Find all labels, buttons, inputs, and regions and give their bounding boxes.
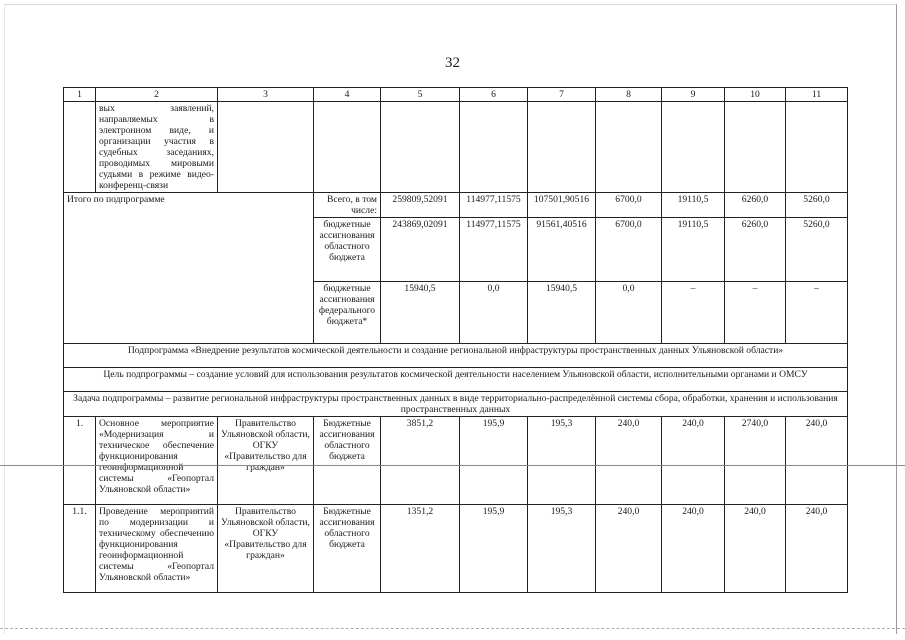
header-cell: 7 bbox=[528, 88, 596, 102]
subprogram-goal: Цель подпрограммы – создание условий для использования результатов космической деятельности населением Ульяновской области, исполнительными органами и ОМСУ bbox=[64, 368, 848, 392]
value-cell: 6260,0 bbox=[725, 218, 786, 282]
header-cell: 3 bbox=[218, 88, 314, 102]
value-cell: 240,0 bbox=[786, 417, 848, 505]
value-cell: 5260,0 bbox=[786, 218, 848, 282]
item-executor: Правительство Ульяновской области, ОГКУ «Правительство для граждан» bbox=[218, 417, 314, 505]
task-row bbox=[64, 392, 848, 417]
value-cell: 1351,2 bbox=[381, 505, 460, 593]
item-name: Основное мероприятие «Модернизация и техническое обеспечение функционирования геоинформационной системы «Геопортал Ульяновской области» bbox=[96, 417, 218, 505]
funding-source: бюджетные ассигнования федерального бюджета* bbox=[314, 282, 381, 344]
value-cell: – bbox=[786, 282, 848, 344]
value-cell: 5260,0 bbox=[786, 193, 848, 218]
value-cell: – bbox=[662, 282, 725, 344]
table-row bbox=[64, 505, 848, 593]
value-cell: 91561,40516 bbox=[528, 218, 596, 282]
itogo-row bbox=[64, 193, 848, 218]
header-cell: 4 bbox=[314, 88, 381, 102]
value-cell: 19110,5 bbox=[662, 193, 725, 218]
value-cell: 0,0 bbox=[460, 282, 528, 344]
value-cell: 114977,11575 bbox=[460, 193, 528, 218]
header-cell: 2 bbox=[96, 88, 218, 102]
funding-source: Бюджетные ассигнования областного бюджета bbox=[314, 505, 381, 593]
value-cell: 240,0 bbox=[596, 505, 662, 593]
header-row bbox=[64, 88, 848, 102]
value-cell: 195,3 bbox=[528, 417, 596, 505]
page-number: 32 bbox=[445, 55, 460, 71]
header-cell: 8 bbox=[596, 88, 662, 102]
value-cell: 15940,5 bbox=[528, 282, 596, 344]
subprogram-title: Подпрограмма «Внедрение результатов космической деятельности и создание региональной инфраструктуры пространственных данных Ульяновской области» bbox=[64, 344, 848, 368]
value-cell: 6700,0 bbox=[596, 218, 662, 282]
header-cell: 6 bbox=[460, 88, 528, 102]
table-row bbox=[64, 417, 848, 505]
value-cell: 243869,02091 bbox=[381, 218, 460, 282]
header-cell: 10 bbox=[725, 88, 786, 102]
value-cell: 107501,90516 bbox=[528, 193, 596, 218]
value-cell: 114977,11575 bbox=[460, 218, 528, 282]
funding-source: бюджетные ассигнования областного бюджета bbox=[314, 218, 381, 282]
value-cell: 240,0 bbox=[786, 505, 848, 593]
item-number: 1.1. bbox=[64, 505, 96, 593]
header-cell: 11 bbox=[786, 88, 848, 102]
item-name: Проведение мероприятий по модернизации и техническому обеспечению функционирования геоинформационной системы «Геопортал Ульяновской области» bbox=[96, 505, 218, 593]
value-cell: 15940,5 bbox=[381, 282, 460, 344]
value-cell: 240,0 bbox=[662, 505, 725, 593]
value-cell: 240,0 bbox=[662, 417, 725, 505]
budget-table bbox=[63, 87, 848, 593]
value-cell: 195,9 bbox=[460, 417, 528, 505]
subprogram-row bbox=[64, 344, 848, 368]
value-cell: 240,0 bbox=[596, 417, 662, 505]
value-cell: 0,0 bbox=[596, 282, 662, 344]
value-cell: 6700,0 bbox=[596, 193, 662, 218]
item-executor: Правительство Ульяновской области, ОГКУ «Правительство для граждан» bbox=[218, 505, 314, 593]
value-cell: 259809,52091 bbox=[381, 193, 460, 218]
funding-source: Бюджетные ассигнования областного бюджета bbox=[314, 417, 381, 505]
value-cell: 19110,5 bbox=[662, 218, 725, 282]
itogo-label: Итого по подпрограмме bbox=[64, 193, 314, 344]
value-cell: 2740,0 bbox=[725, 417, 786, 505]
header-cell: 1 bbox=[64, 88, 96, 102]
value-cell: 195,9 bbox=[460, 505, 528, 593]
scan-artifact-edge bbox=[0, 628, 905, 633]
value-cell: – bbox=[725, 282, 786, 344]
continuation-row bbox=[64, 102, 848, 193]
subprogram-task: Задача подпрограммы – развитие региональной инфраструктуры пространственных данных в виде территориально-распределённой системы сбора, обработки, хранения и использования пространственных данных bbox=[64, 392, 848, 417]
goal-row bbox=[64, 368, 848, 392]
value-cell: 195,3 bbox=[528, 505, 596, 593]
header-cell: 9 bbox=[662, 88, 725, 102]
value-cell: 3851,2 bbox=[381, 417, 460, 505]
value-cell: 6260,0 bbox=[725, 193, 786, 218]
scan-artifact-line bbox=[0, 465, 905, 466]
header-cell: 5 bbox=[381, 88, 460, 102]
item-number: 1. bbox=[64, 417, 96, 505]
funding-source: Всего, в том числе: bbox=[314, 193, 381, 218]
value-cell: 240,0 bbox=[725, 505, 786, 593]
continuation-text: вых заявлений, направляемых в электронном виде, и организации участия в судебных заседаниях, проводимых мировыми судьями в режиме видео-конференц-связи bbox=[96, 102, 218, 193]
